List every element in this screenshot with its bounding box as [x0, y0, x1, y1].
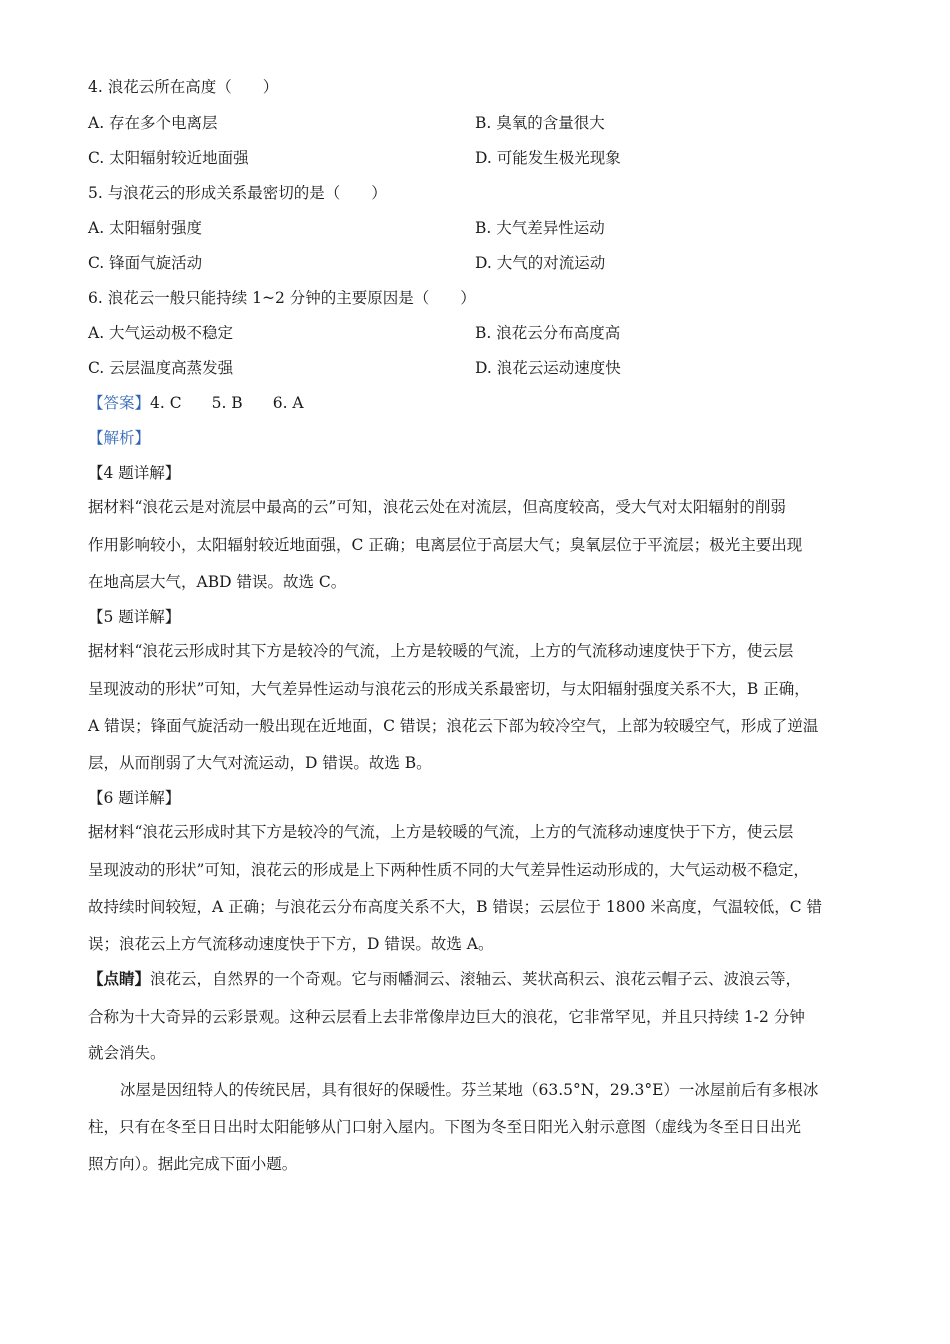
- detail-6-heading: 【6 题详解】: [88, 789, 181, 807]
- q4-option-c: C. 太阳辐射较近地面强: [88, 149, 249, 167]
- material-line-1: 冰屋是因纽特人的传统民居，具有很好的保暖性。芬兰某地（63.5°N，29.3°E）一冰屋前后有多根冰: [120, 1081, 819, 1099]
- detail-6-line-1: 据材料“浪花云形成时其下方是较冷的气流，上方是较暖的气流，上方的气流移动速度快于下方，使云层: [88, 823, 794, 841]
- answer-6: 6. A: [272, 394, 304, 412]
- detail-4-heading: 【4 题详解】: [88, 464, 181, 482]
- answer-5: 5. B: [211, 394, 243, 412]
- analysis-label: 【解析】: [88, 429, 151, 447]
- answer-line: [88, 391, 304, 413]
- q4-option-b: B. 臭氧的含量很大: [475, 114, 605, 132]
- answer-4: 4. C: [150, 394, 182, 412]
- q5-option-b: B. 大气差异性运动: [475, 219, 605, 237]
- tip-label: 【点睛】: [88, 969, 151, 988]
- q6-option-a: A. 大气运动极不稳定: [88, 324, 234, 342]
- q6-option-d: D. 浪花云运动速度快: [475, 359, 621, 377]
- material-line-2: 柱，只有在冬至日日出时太阳能够从门口射入屋内。下图为冬至日阳光入射示意图（虚线为冬至日日出光: [88, 1118, 802, 1136]
- q6-option-c: C. 云层温度高蒸发强: [88, 359, 234, 377]
- tip-line-1: [88, 969, 801, 989]
- detail-4-line-2: 作用影响较小，太阳辐射较近地面强，C 正确；电离层位于高层大气；臭氧层位于平流层；极光主要出现: [88, 536, 803, 554]
- q5-option-a: A. 太阳辐射强度: [88, 219, 203, 237]
- q5-option-c: C. 锋面气旋活动: [88, 254, 203, 272]
- material-line-3: 照方向）。据此完成下面小题。: [88, 1155, 298, 1173]
- detail-6-line-4: 误；浪花云上方气流移动速度快于下方，D 错误。故选 A。: [88, 935, 494, 953]
- detail-4-line-3: 在地高层大气，ABD 错误。故选 C。: [88, 573, 347, 591]
- detail-5-line-3: A 错误；锋面气旋活动一般出现在近地面，C 错误；浪花云下部为较冷空气，上部为较暖空气，形成了逆温: [88, 717, 819, 735]
- detail-5-line-2: 呈现波动的形状”可知，大气差异性运动与浪花云的形成关系最密切，与太阳辐射强度关系不大，B 正确，: [88, 680, 810, 698]
- detail-5-heading: 【5 题详解】: [88, 608, 181, 626]
- q6-option-b: B. 浪花云分布高度高: [475, 324, 621, 342]
- q4-option-a: A. 存在多个电离层: [88, 114, 218, 132]
- detail-4-line-1: 据材料“浪花云是对流层中最高的云”可知，浪花云处在对流层，但高度较高，受大气对太阳辐射的削弱: [88, 498, 786, 516]
- tip-line-3: 就会消失。: [88, 1044, 166, 1062]
- answer-label: 【答案】: [88, 394, 151, 412]
- question-5: 5. 与浪花云的形成关系最密切的是（ ）: [88, 184, 387, 202]
- detail-6-line-2: 呈现波动的形状”可知，浪花云的形成是上下两种性质不同的大气差异性运动形成的，大气运动极不稳定，: [88, 861, 809, 879]
- question-6: 6. 浪花云一般只能持续 1~2 分钟的主要原因是（ ）: [88, 289, 476, 307]
- question-4: 4. 浪花云所在高度（ ）: [88, 78, 279, 96]
- q5-option-d: D. 大气的对流运动: [475, 254, 606, 272]
- tip-text-1: 浪花云，自然界的一个奇观。它与雨幡洞云、滚轴云、荚状高积云、浪花云帽子云、波浪云等，: [150, 970, 802, 988]
- detail-6-line-3: 故持续时间较短，A 正确；与浪花云分布高度关系不大，B 错误；云层位于 1800 米高度，气温较低，C 错: [88, 898, 823, 916]
- tip-line-2: 合称为十大奇异的云彩景观。这种云层看上去非常像岸边巨大的浪花，它非常罕见，并且只持续 1-2 分钟: [88, 1008, 805, 1026]
- q4-option-d: D. 可能发生极光现象: [475, 149, 621, 167]
- detail-5-line-4: 层，从而削弱了大气对流运动，D 错误。故选 B。: [88, 754, 432, 772]
- detail-5-line-1: 据材料“浪花云形成时其下方是较冷的气流，上方是较暖的气流，上方的气流移动速度快于下方，使云层: [88, 642, 794, 660]
